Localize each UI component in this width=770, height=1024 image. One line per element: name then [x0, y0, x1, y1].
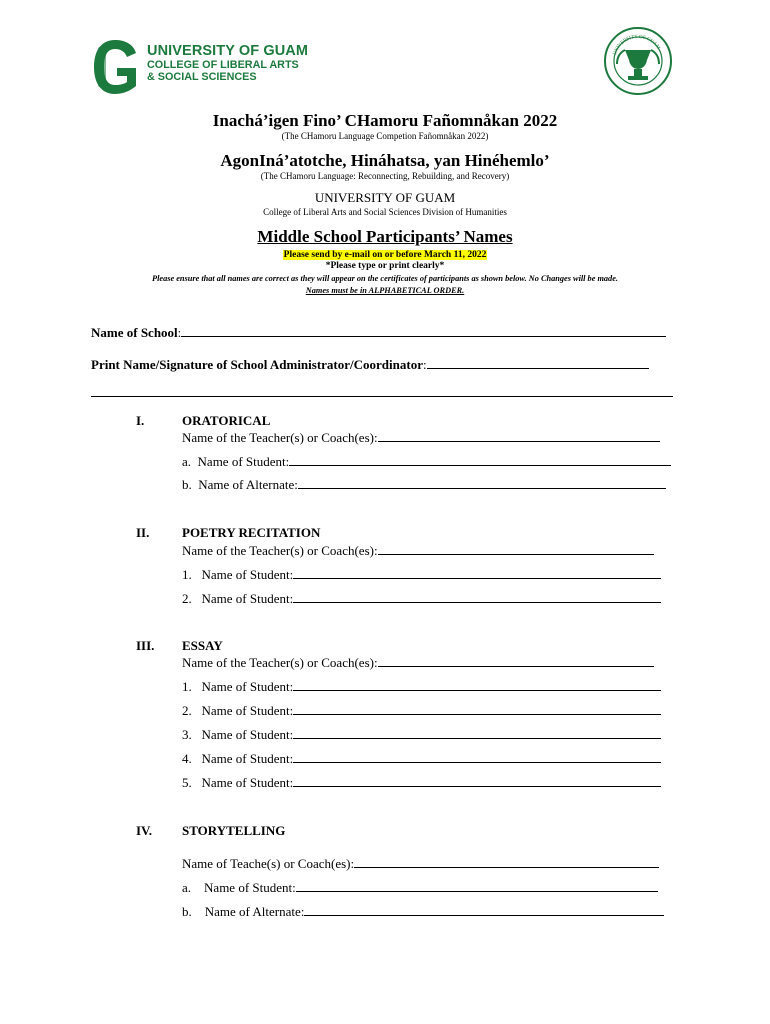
section-4-teacher-label: Name of Teache(s) or Coach(es): — [182, 856, 355, 871]
entry-marker: 4. — [182, 751, 192, 766]
entry-label: Name of Alternate: — [204, 904, 305, 919]
entry-line[interactable] — [293, 774, 661, 787]
entry-marker: 5. — [182, 775, 192, 790]
school-name-line[interactable] — [181, 324, 666, 337]
section-1-teacher-line[interactable] — [378, 429, 660, 442]
entry-line[interactable] — [293, 702, 661, 715]
entry-marker: 2. — [182, 703, 192, 718]
entry-label: Name of Student: — [201, 703, 294, 718]
entry-label: Name of Student: — [201, 727, 294, 742]
section-2-teacher-label: Name of the Teacher(s) or Coach(es): — [182, 543, 378, 558]
admin-signature-label: Print Name/Signature of School Administrator/Coordinator — [91, 357, 423, 372]
entry-label: Name of Student: — [201, 751, 294, 766]
entry-line[interactable] — [304, 903, 664, 916]
section-2-numeral: II. — [136, 525, 150, 540]
entry-marker: 3. — [182, 727, 192, 742]
section-3-entry-4[interactable] — [182, 750, 661, 767]
entry-marker: 2. — [182, 591, 192, 606]
section-4-teacher-line[interactable] — [354, 855, 659, 868]
entry-line[interactable] — [293, 590, 661, 603]
section-4-title: STORYTELLING — [182, 823, 286, 838]
ensure-note: Please ensure that all names are correct as they will appear on the certificates of participants as shown below. No Changes will be made. — [152, 274, 618, 283]
school-name-label: Name of School — [91, 325, 178, 340]
section-2-entry-1[interactable] — [182, 566, 661, 583]
entry-marker: 1. — [182, 567, 192, 582]
section-1-entry-b[interactable] — [182, 476, 666, 493]
school-name-field[interactable]: Name of School: — [91, 324, 666, 341]
title-line-1: Inachá’igen Fino’ CHamoru Fañomnåkan 2022 — [212, 111, 558, 130]
admin-signature-continuation[interactable] — [91, 384, 673, 401]
section-4-entry-b[interactable] — [182, 903, 664, 920]
entry-label: Name of Student: — [204, 880, 296, 895]
section-2-teacher-field[interactable] — [182, 542, 654, 559]
section-3-entry-2[interactable] — [182, 702, 661, 719]
admin-signature-line[interactable] — [427, 356, 649, 369]
section-2-teacher-line[interactable] — [378, 542, 654, 555]
logo-line-2: COLLEGE OF LIBERAL ARTS — [147, 59, 299, 71]
university-logo-text — [147, 43, 308, 83]
entry-marker: b. — [182, 477, 192, 492]
entry-label: Name of Student: — [197, 454, 290, 469]
entry-line[interactable] — [293, 726, 661, 739]
admin-signature-line-2[interactable] — [91, 384, 673, 397]
section-4-numeral: IV. — [136, 823, 153, 838]
logo-line-1: UNIVERSITY OF GUAM — [147, 43, 309, 59]
section-3-entry-5[interactable] — [182, 774, 661, 791]
section-1-teacher-field[interactable] — [182, 429, 660, 446]
entry-marker: a. — [182, 880, 192, 895]
entry-label: Name of Student: — [201, 567, 294, 582]
section-3-numeral: III. — [136, 638, 155, 653]
title-line-1-sub: (The CHamoru Language Competion Fañomnåkan 2022) — [281, 131, 489, 141]
entry-marker: 1. — [182, 679, 192, 694]
university-seal-icon — [603, 26, 673, 96]
college-heading: College of Liberal Arts and Social Sciences Division of Humanities — [263, 207, 507, 217]
entry-line[interactable] — [298, 476, 666, 489]
form-title: Middle School Participants’ Names — [257, 227, 513, 246]
section-3-teacher-label: Name of the Teacher(s) or Coach(es): — [182, 655, 378, 670]
entry-line[interactable] — [293, 566, 661, 579]
section-1-numeral: I. — [136, 413, 145, 428]
university-logo-g-icon — [92, 38, 138, 96]
section-3-entry-3[interactable] — [182, 726, 661, 743]
section-3-title: ESSAY — [182, 638, 223, 653]
entry-label: Name of Student: — [201, 591, 294, 606]
entry-marker: b. — [182, 904, 192, 919]
section-1-teacher-label: Name of the Teacher(s) or Coach(es): — [182, 430, 378, 445]
entry-line[interactable] — [296, 879, 658, 892]
section-3-teacher-field[interactable] — [182, 654, 654, 671]
university-heading: UNIVERSITY OF GUAM — [314, 190, 456, 205]
entry-line[interactable] — [293, 750, 661, 763]
print-note: *Please type or print clearly* — [325, 261, 445, 271]
entry-line[interactable] — [289, 453, 671, 466]
deadline-note: Please send by e-mail on or before March 11, 2022 — [283, 250, 487, 260]
logo-line-3: & SOCIAL SCIENCES — [147, 71, 257, 83]
section-4-teacher-field[interactable] — [182, 855, 659, 872]
section-1-title: ORATORICAL — [182, 413, 271, 428]
seal-text: UNIVERSITY OF GUAM — [612, 34, 661, 56]
section-2-title: POETRY RECITATION — [182, 525, 321, 540]
entry-label: Name of Alternate: — [198, 477, 298, 492]
entry-label: Name of Student: — [201, 775, 294, 790]
section-3-entry-1[interactable] — [182, 678, 661, 695]
section-3-teacher-line[interactable] — [378, 654, 654, 667]
entry-label: Name of Student: — [201, 679, 294, 694]
entry-marker: a. — [182, 454, 192, 469]
order-note: Names must be in ALPHABETICAL ORDER. — [305, 286, 465, 295]
title-line-2-sub: (The CHamoru Language: Reconnecting, Rebuilding, and Recovery) — [260, 171, 510, 181]
entry-line[interactable] — [293, 678, 661, 691]
section-4-entry-a[interactable] — [182, 879, 658, 896]
admin-signature-field[interactable]: Print Name/Signature of School Administrator/Coordinator: — [91, 356, 649, 373]
section-2-entry-2[interactable] — [182, 590, 661, 607]
section-1-entry-a[interactable] — [182, 453, 671, 470]
title-line-2: AgonIná’atotche, Hináhatsa, yan Hinéhemlo’ — [220, 151, 550, 170]
